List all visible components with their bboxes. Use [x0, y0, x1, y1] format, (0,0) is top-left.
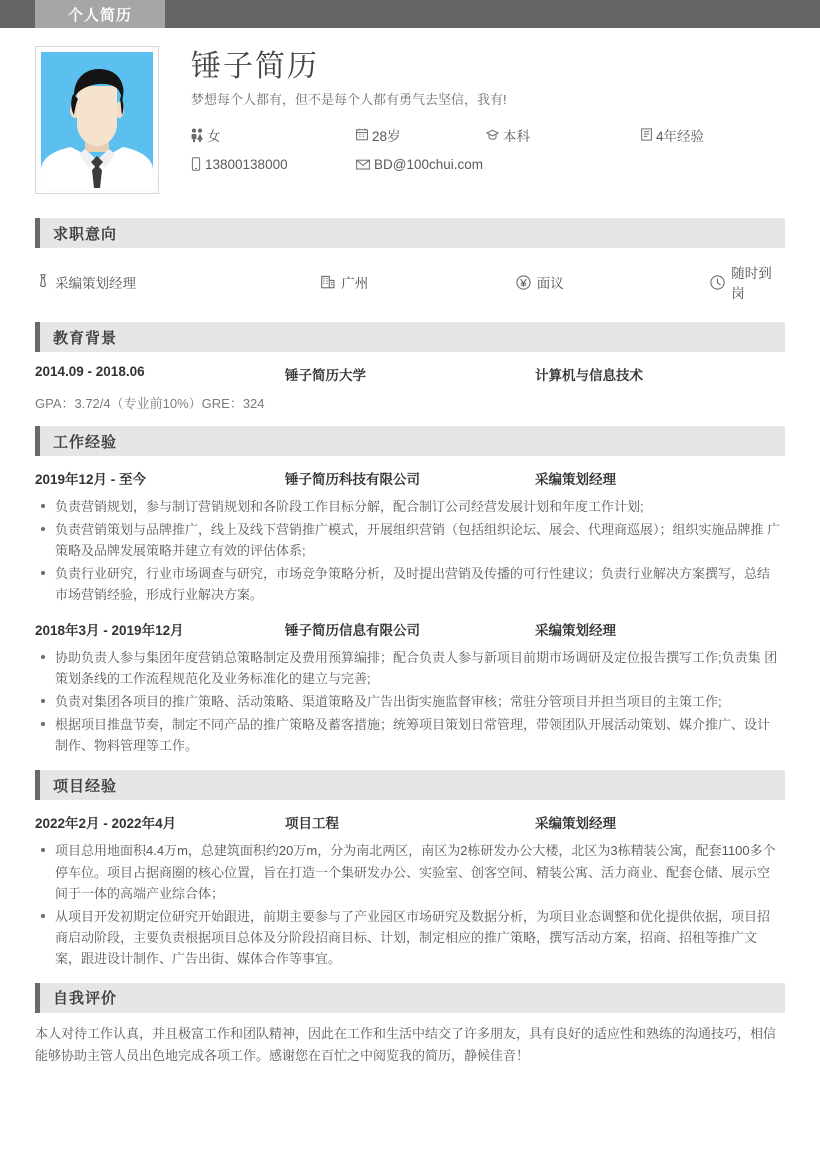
top-bar [0, 0, 820, 28]
list-item: 根据项目推盘节奏，制定不同产品的推广策略及蓄客措施；统筹项目策划日常管理，带领团队开展活动策划、媒介推广、设计 制作、物料管理等工作。 [35, 714, 785, 756]
intent-availability-value: 随时到岗 [731, 266, 772, 301]
section-project [35, 770, 785, 968]
profile-header [35, 28, 785, 204]
clock-icon [710, 275, 725, 290]
intent-location-value: 广州 [341, 276, 369, 291]
work-date: 2018年3月 - 2019年12月 [35, 623, 184, 639]
fact-education [486, 125, 641, 145]
profile-details [159, 46, 785, 194]
section-header-project [35, 770, 785, 800]
avatar-frame [35, 46, 159, 194]
list-item: 负责营销策划与品牌推广，线上及线下营销推广模式，开展组织营销（包括组织论坛、展会、代理商巡展）；组织实施品牌推 广策略及品牌发展策略并建立有效的评估体系; [35, 519, 785, 561]
gender-icon [191, 128, 203, 142]
fact-gender [191, 125, 356, 145]
work-entry [35, 456, 785, 605]
phone-icon [191, 157, 201, 171]
project-date: 2022年2月 - 2022年4月 [35, 816, 177, 832]
list-item: 协助负责人参与集团年度营销总策略制定及费用预算编排；配合负责人参与新项目前期市场调研及定位报告撰写工作;负责集 团策划条线的工作流程规范化及业务标准化的建立与完善; [35, 647, 785, 689]
fact-phone[interactable] [191, 157, 356, 172]
section-title: 自我评价 [53, 990, 118, 1008]
education-date: 2014.09 - 2018.06 [35, 364, 145, 379]
education-major: 计算机与信息技术 [535, 368, 643, 383]
section-title: 教育背景 [53, 329, 118, 347]
fact-education-value: 本科 [503, 128, 530, 144]
section-title: 求职意向 [53, 225, 118, 243]
candidate-tagline: 梦想每个人都有，但不是每个人都有勇气去坚信，我有! [191, 91, 507, 107]
section-work [35, 426, 785, 756]
avatar-photo [41, 52, 153, 188]
work-date: 2019年12月 - 至今 [35, 472, 147, 487]
work-role: 采编策划经理 [535, 472, 616, 487]
mail-icon [356, 159, 370, 170]
candidate-name: 锤子简历 [191, 50, 319, 83]
fact-age-value: 28岁 [372, 128, 401, 144]
fact-email[interactable] [356, 157, 483, 172]
section-title: 工作经验 [53, 433, 118, 451]
work-bullets [35, 496, 785, 605]
project-entry [35, 800, 785, 968]
work-company: 锤子简历信息有限公司 [285, 623, 420, 639]
resume-tab[interactable]: 个人简历 [35, 0, 165, 28]
section-header-summary [35, 983, 785, 1013]
intent-availability [710, 262, 785, 302]
profile-facts [191, 125, 785, 172]
intent-position [37, 262, 321, 302]
list-item: 负责行业研究，行业市场调查与研究，市场竞争策略分析，及时提出营销及传播的可行性建议；负责行业解决方案撰写，总结 市场营销经验，形成行业解决方案。 [35, 563, 785, 605]
section-summary [35, 983, 785, 1068]
list-item: 从项目开发初期定位研究开始跟进，前期主要参与了产业园区市场研究及数据分析，为项目业态调整和优化提供依据，项目招 商启动阶段，主要负责根据项目总体及分阶段招商目标、计划，制定相应的推广策略，撰写活动方案，招商、招租等推广文 案，跟进设计制作、广告出街、媒体合作等事宜。 [35, 906, 785, 969]
work-company: 锤子简历科技有限公司 [285, 472, 420, 487]
tie-icon [37, 274, 49, 291]
education-entry [35, 352, 785, 412]
fact-gender-value: 女 [207, 128, 221, 144]
section-title: 项目经验 [53, 777, 118, 795]
list-item: 负责对集团各项目的推广策略、活动策略、渠道策略及广告出街实施监督审核；常驻分管项目并担当项目的主策工作; [35, 691, 785, 712]
education-entry-head [35, 364, 785, 386]
intent-position-value: 采编策划经理 [55, 276, 136, 291]
fact-experience [641, 125, 704, 145]
work-bullets [35, 647, 785, 756]
resume-page [0, 28, 820, 1067]
section-header-work [35, 426, 785, 456]
education-scores: GPA：3.72/4（专业前10%）GRE：324 [35, 396, 265, 411]
work-entry [35, 607, 785, 756]
project-name: 项目工程 [285, 816, 339, 832]
intent-location [321, 262, 515, 302]
work-entry-head [35, 619, 785, 641]
section-header-education [35, 322, 785, 352]
fact-email-value: BD@100chui.com [374, 156, 484, 172]
project-bullets [35, 840, 785, 968]
fact-age [356, 125, 486, 145]
fact-phone-value: 13800138000 [205, 156, 288, 172]
work-entry-head [35, 468, 785, 490]
intent-salary [516, 262, 710, 302]
education-school: 锤子简历大学 [285, 368, 366, 383]
calendar-icon [356, 128, 368, 141]
section-job-intent [35, 218, 785, 308]
section-education [35, 322, 785, 412]
yuan-icon [516, 275, 531, 290]
work-role: 采编策划经理 [535, 623, 616, 639]
graduation-icon [486, 129, 499, 141]
project-entry-head [35, 812, 785, 834]
job-intent-row [35, 248, 785, 308]
list-item: 项目总用地面积4.4万m，总建筑面积约20万m，分为南北两区，南区为2栋研发办公大楼，北区为3栋精装公寓，配套1100多个 停车位。项目占据商圈的核心位置，旨在打造一个集研发办公、实验室、创客空间、精装公寓、活力商业、配套仓储、展示空 间于一体的高端产业综合体； [35, 840, 785, 903]
briefcase-icon [641, 128, 652, 141]
fact-experience-value: 4年经验 [656, 128, 705, 144]
section-header-job-intent [35, 218, 785, 248]
project-role: 采编策划经理 [535, 816, 616, 832]
intent-salary-value: 面议 [536, 276, 564, 291]
summary-text: 本人对待工作认真，并且极富工作和团队精神，因此在工作和生活中结交了许多朋友，具有良好的适应性和熟练的沟通技巧，相信能够协助主管人员出色地完成各项工作。感谢您在百忙之中阅览我的简历，静候佳音！ [35, 1025, 777, 1064]
building-icon [321, 275, 335, 289]
list-item: 负责营销规划，参与制订营销规划和各阶段工作目标分解，配合制订公司经营发展计划和年度工作计划; [35, 496, 785, 517]
